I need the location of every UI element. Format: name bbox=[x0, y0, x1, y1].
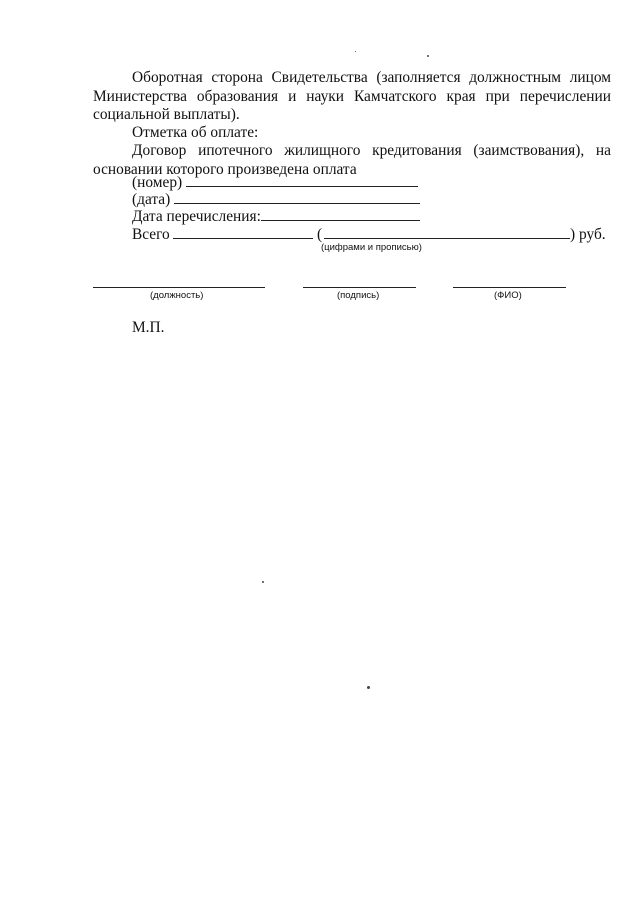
amount-in-words-line[interactable] bbox=[324, 238, 570, 239]
number-field-line[interactable] bbox=[186, 186, 418, 187]
scan-speck bbox=[355, 51, 356, 52]
transfer-date-field-line[interactable] bbox=[261, 220, 420, 221]
close-paren-currency: ) руб. bbox=[570, 226, 606, 243]
date-label: (дата) bbox=[132, 191, 171, 208]
stamp-place-label: М.П. bbox=[132, 319, 165, 336]
reverse-side-paragraph: Оборотная сторона Свидетельства (заполняется должностным лицом Министерства образования и науки Камчатского края при перечислении социальной выплаты). bbox=[93, 69, 611, 123]
transfer-date-label: Дата перечисления: bbox=[132, 208, 261, 225]
total-amount-line[interactable] bbox=[173, 238, 313, 239]
signature-caption: (подпись) bbox=[337, 290, 380, 301]
contract-paragraph: Договор ипотечного жилищного кредитования (заимствования), на основании которого произведена оплата bbox=[93, 142, 611, 178]
open-paren: ( bbox=[317, 226, 323, 243]
scan-speck bbox=[262, 581, 264, 583]
full-name-line[interactable] bbox=[453, 287, 566, 288]
full-name-caption: (ФИО) bbox=[494, 290, 522, 301]
date-field-line[interactable] bbox=[174, 203, 420, 204]
total-label: Всего bbox=[132, 226, 170, 243]
position-caption: (должность) bbox=[150, 290, 204, 301]
signature-line[interactable] bbox=[303, 287, 416, 288]
payment-mark-label: Отметка об оплате: bbox=[132, 124, 259, 141]
scan-speck bbox=[367, 686, 370, 689]
position-signature-line[interactable] bbox=[93, 287, 265, 288]
scan-speck bbox=[427, 55, 429, 57]
amount-hint: (цифрами и прописью) bbox=[321, 242, 422, 253]
number-label: (номер) bbox=[132, 174, 183, 191]
